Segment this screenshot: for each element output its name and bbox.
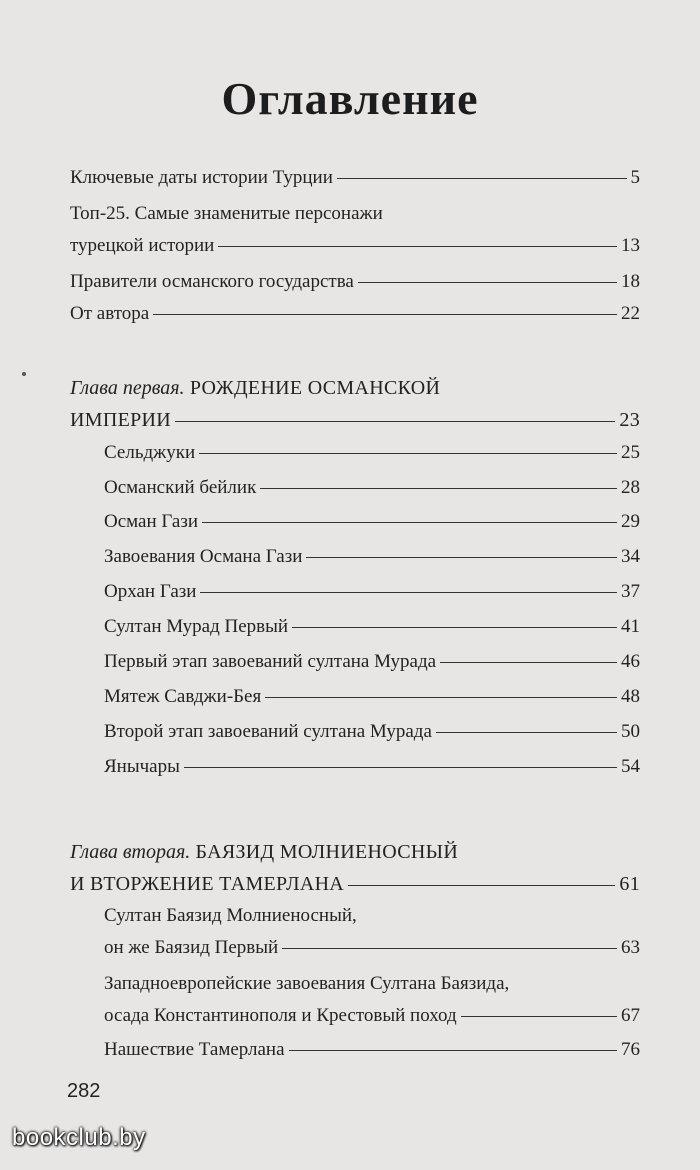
entry-text: Мятеж Савджи-Бея [104, 686, 262, 707]
entry-text: турецкой истории [70, 235, 215, 256]
toc-item [104, 900, 640, 964]
entry-page: 13 [621, 235, 640, 256]
chapter-title-cont: И ВТОРЖЕНИЕ ТАМЕРЛАНА [70, 873, 345, 895]
entry-page: 63 [621, 937, 640, 958]
entry-page: 5 [630, 167, 640, 188]
toc-item [104, 576, 640, 608]
entry-page: 22 [621, 303, 640, 324]
entry-text: Сельджуки [104, 442, 196, 463]
toc-item [104, 646, 640, 678]
entry-text: Янычары [104, 756, 180, 777]
entry-page: 67 [621, 1005, 640, 1026]
toc-item [104, 681, 640, 713]
entry-page: 18 [621, 271, 640, 292]
entry-page: 28 [621, 477, 640, 498]
leader-line [202, 522, 617, 523]
entry-text: Топ-25. Самые знаменитые персонажи [70, 203, 383, 224]
print-speck [22, 372, 26, 376]
leader-line [358, 282, 617, 283]
toc-item [104, 716, 640, 748]
leader-line [199, 453, 617, 454]
entry-text: Западноевропейские завоевания Султана Баязида, [104, 973, 510, 994]
entry-text: Османский бейлик [104, 477, 257, 498]
leader-line [282, 948, 617, 949]
leader-line [200, 592, 617, 593]
toc-item [104, 472, 640, 504]
leader-line [289, 1050, 617, 1051]
entry-page: 41 [621, 616, 640, 637]
leader-line [265, 697, 617, 698]
leader-line [436, 732, 617, 733]
chapter-2-heading [70, 836, 640, 900]
entry-text: он же Баязид Первый [104, 937, 279, 958]
entry-text: Султан Мурад Первый [104, 616, 289, 637]
entry-text: Орхан Гази [104, 581, 197, 602]
chapter-title-cont: ИМПЕРИИ [70, 409, 171, 431]
chapter-prefix: Глава вторая. [70, 841, 191, 863]
toc-item [104, 437, 640, 469]
toc-item [104, 751, 640, 783]
entry-text: От автора [70, 303, 150, 324]
leader-line [260, 488, 617, 489]
leader-line [184, 767, 617, 768]
entry-text: Завоевания Османа Гази [104, 546, 303, 567]
entry-page: 37 [621, 581, 640, 602]
entry-text: Султан Баязид Молниеносный, [104, 905, 357, 926]
leader-line [306, 557, 617, 558]
entry-text: Второй этап завоеваний султана Мурада [104, 721, 432, 742]
entry-page: 50 [621, 721, 640, 742]
entry-page: 25 [621, 442, 640, 463]
toc-item [104, 506, 640, 538]
toc-entry-author [70, 298, 640, 330]
entry-page: 61 [619, 873, 640, 895]
toc-item [104, 968, 640, 1032]
entry-text: Первый этап завоеваний султана Мурада [104, 651, 437, 672]
entry-page: 46 [621, 651, 640, 672]
leader-line [337, 178, 627, 179]
toc-entry-rulers [70, 266, 640, 298]
page-number: 282 [67, 1080, 101, 1102]
leader-line [292, 627, 617, 628]
leader-line [175, 421, 615, 422]
entry-text: Осман Гази [104, 511, 199, 532]
entry-page: 76 [621, 1039, 640, 1060]
leader-line [348, 885, 615, 886]
entry-page: 34 [621, 546, 640, 567]
entry-text: Правители османского государства [70, 271, 354, 292]
watermark: bookclub.by [12, 1124, 146, 1151]
leader-line [218, 246, 617, 247]
toc-entry-top25 [70, 198, 640, 262]
toc-item [104, 1034, 640, 1066]
entry-page: 29 [621, 511, 640, 532]
leader-line [440, 662, 617, 663]
entry-page: 23 [619, 409, 640, 431]
leader-line [153, 314, 617, 315]
toc-item [104, 611, 640, 643]
toc-entry-key-dates [70, 162, 640, 194]
toc-item [104, 541, 640, 573]
chapter-title: РОЖДЕНИЕ ОСМАНСКОЙ [184, 377, 441, 399]
entry-text: осада Константинополя и Крестовый поход [104, 1005, 457, 1026]
entry-text: Нашествие Тамерлана [104, 1039, 285, 1060]
chapter-1-heading [70, 372, 640, 436]
chapter-prefix: Глава первая. [70, 377, 185, 399]
entry-text: Ключевые даты истории Турции [70, 167, 333, 188]
chapter-title: БАЯЗИД МОЛНИЕНОСНЫЙ [190, 841, 459, 863]
entry-page: 48 [621, 686, 640, 707]
page-title: Оглавление [221, 73, 479, 124]
leader-line [461, 1016, 617, 1017]
entry-page: 54 [621, 756, 640, 777]
